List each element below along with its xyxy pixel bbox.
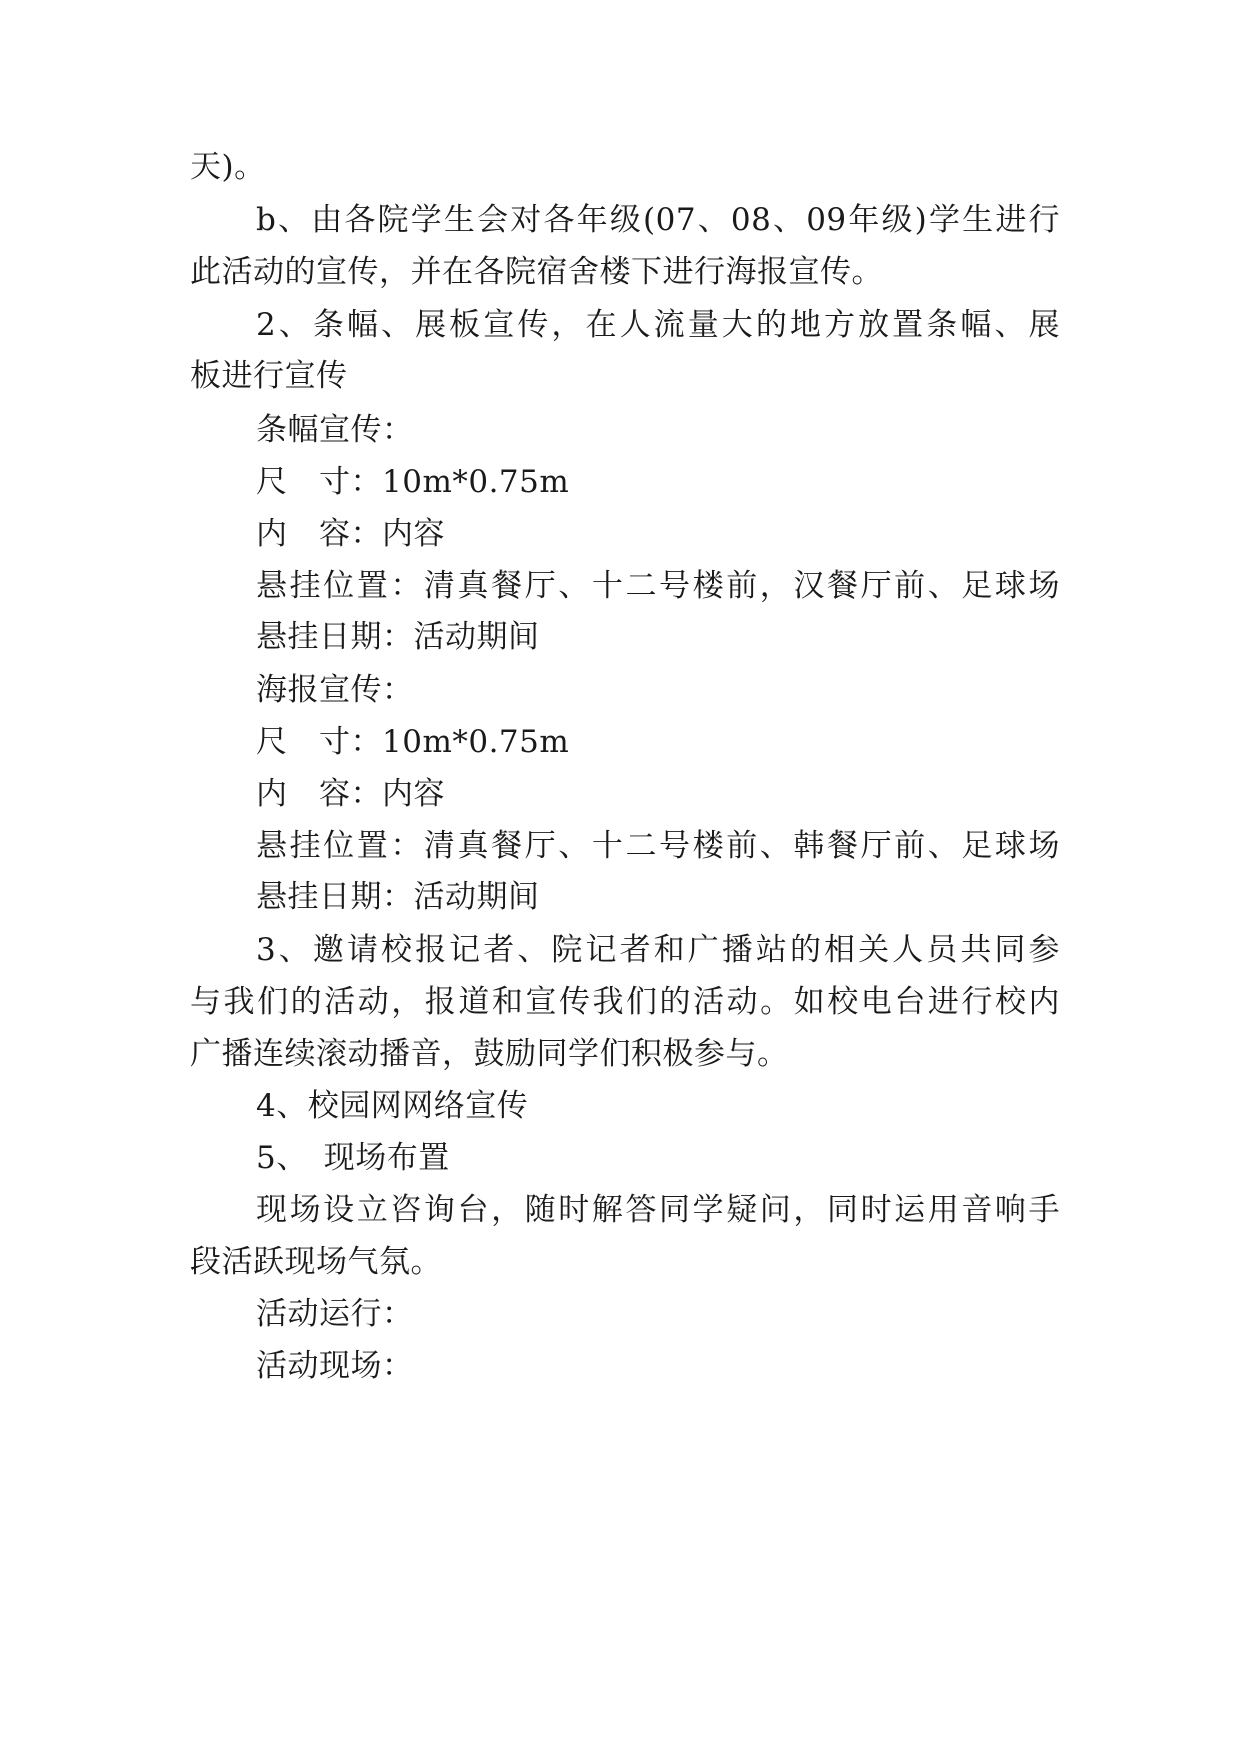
text-line: 广播连续滚动播音，鼓励同学们积极参与。 xyxy=(190,1036,789,1072)
text-line: 悬挂日期：活动期间 xyxy=(256,879,540,915)
text-line: 3、邀请校报记者、院记者和广播站的相关人员共同参 xyxy=(256,932,1060,968)
text-line: 活动运行： xyxy=(256,1296,414,1332)
text-line: 5、 现场布置 xyxy=(256,1140,450,1176)
text-line: 与我们的活动，报道和宣传我们的活动。如校电台进行校内 xyxy=(190,984,1060,1020)
text-line: b、由各院学生会对各年级(07、08、09年级)学生进行 xyxy=(256,202,1060,238)
text-line: 尺 寸：10m*0.75m xyxy=(256,464,570,500)
text-line: 段活跃现场气氛。 xyxy=(190,1244,442,1280)
text-line: 板进行宣传 xyxy=(190,358,348,394)
text-line: 活动现场： xyxy=(256,1348,414,1384)
text-line: 内 容：内容 xyxy=(256,516,445,552)
text-line: 悬挂位置：清真餐厅、十二号楼前，汉餐厅前、足球场 xyxy=(256,568,1060,604)
text-line: 尺 寸：10m*0.75m xyxy=(256,724,570,760)
text-line: 内 容：内容 xyxy=(256,776,445,812)
text-line: 悬挂日期：活动期间 xyxy=(256,619,540,655)
text-line: 4、校园网网络宣传 xyxy=(256,1088,529,1124)
text-line: 2、条幅、展板宣传，在人流量大的地方放置条幅、展 xyxy=(256,307,1060,343)
text-line: 条幅宣传： xyxy=(256,412,414,448)
text-line: 海报宣传： xyxy=(256,672,414,708)
text-line: 现场设立咨询台，随时解答同学疑问，同时运用音响手 xyxy=(256,1192,1060,1228)
text-line: 悬挂位置：清真餐厅、十二号楼前、韩餐厅前、足球场 xyxy=(256,828,1060,864)
text-line: 此活动的宣传，并在各院宿舍楼下进行海报宣传。 xyxy=(190,254,883,290)
text-line: 天)。 xyxy=(190,149,266,185)
